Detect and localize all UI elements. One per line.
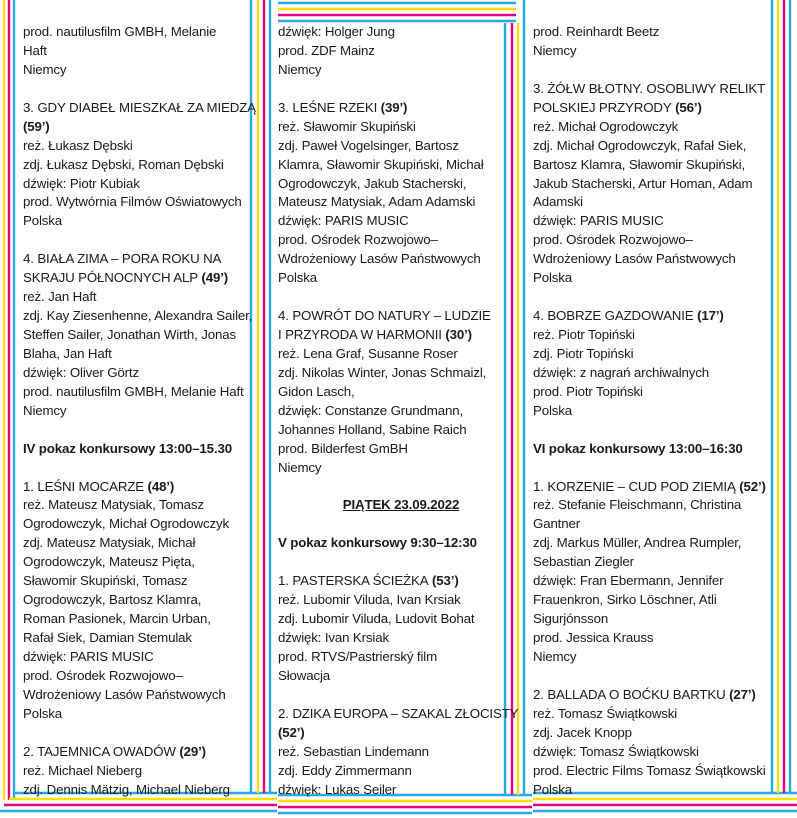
- line-text: prod. Ośrodek Rozwojowo–: [23, 667, 183, 683]
- line-text: Ogrodowczyk, Michał Ogrodowczyk: [23, 516, 229, 532]
- program-line: [278, 459, 524, 478]
- line-text: PIĄTEK 23.09.2022: [342, 497, 460, 513]
- program-line: [533, 478, 779, 497]
- duration: (48’): [144, 478, 175, 494]
- line-text: dźwięk: Holger Jung: [278, 24, 395, 39]
- program-line: [23, 137, 269, 156]
- line-text: Sebastian Ziegler: [533, 554, 634, 570]
- line-text: Bartosz Klamra, Sławomir Skupiński,: [533, 156, 745, 172]
- program-line: [533, 496, 779, 515]
- program-line: [23, 193, 269, 212]
- program-line: [533, 137, 779, 156]
- program-line: [533, 175, 779, 194]
- program-line: [278, 440, 524, 459]
- program-line: [278, 156, 524, 175]
- line-text: Haft: [23, 42, 47, 58]
- blank-line: [23, 80, 269, 99]
- line-text: dźwięk: Piotr Kubiak: [23, 175, 140, 191]
- program-line: [533, 269, 779, 288]
- line-text: zdj. Michał Ogrodowczyk, Rafał Siek,: [533, 137, 747, 153]
- line-text: reż. Łukasz Dębski: [23, 137, 133, 153]
- line-text: zdj. Lubomir Viluda, Ludovit Bohat: [278, 611, 475, 627]
- program-column-right: [533, 23, 779, 799]
- program-line: [23, 61, 269, 80]
- line-text: Wdrożeniowy Lasów Państwowych: [278, 251, 481, 267]
- line-text: I PRZYRODA W HARMONII: [278, 327, 442, 342]
- line-text: dźwięk: PARIS MUSIC: [533, 213, 664, 229]
- program-line: [278, 175, 524, 194]
- line-text: prod. Wytwórnia Filmów Oświatowych: [23, 194, 242, 210]
- program-line: [533, 572, 779, 591]
- line-text: Niemcy: [533, 42, 577, 58]
- duration: (17’): [693, 308, 724, 324]
- line-text: zdj. Kay Ziesenhenne, Alexandra Sailer,: [23, 308, 253, 324]
- program-line: [23, 478, 269, 497]
- program-line: [533, 591, 779, 610]
- program-line: [533, 118, 779, 137]
- program-line: [278, 610, 524, 629]
- program-line: [278, 231, 524, 250]
- line-text: prod. Ośrodek Rozwojowo–: [278, 232, 438, 248]
- program-line: [23, 269, 269, 288]
- line-text: Blaha, Jan Haft: [23, 345, 112, 361]
- line-text: Wdrożeniowy Lasów Państwowych: [533, 251, 736, 267]
- line-text: 3. GDY DIABEŁ MIESZKAŁ ZA MIEDZĄ: [23, 99, 256, 115]
- duration: (39’): [377, 99, 408, 115]
- program-line: [278, 781, 524, 800]
- line-text: Roman Pasionek, Marcin Urban,: [23, 611, 211, 627]
- program-line: [23, 383, 269, 402]
- program-line: [533, 156, 779, 175]
- line-text: 3. ŻÓŁW BŁOTNY. OSOBLIWY RELIKT: [533, 80, 766, 96]
- line-text: zdj. Łukasz Dębski, Roman Dębski: [23, 156, 224, 172]
- line-text: 4. BOBRZE GAZDOWANIE: [533, 308, 694, 324]
- program-line: [23, 288, 269, 307]
- line-text: prod. Bilderfest GmBH: [278, 440, 408, 456]
- line-text: Gantner: [533, 516, 580, 532]
- line-text: prod. Ośrodek Rozwojowo–: [533, 232, 693, 248]
- line-text: VI pokaz konkursowy 13:00–16:30: [533, 440, 743, 456]
- program-line: [533, 534, 779, 553]
- program-line: [23, 705, 269, 724]
- line-text: Ogrodowczyk, Bartosz Klamra,: [23, 592, 202, 608]
- line-text: dźwięk: Constanze Grundmann,: [278, 402, 464, 418]
- program-line: [23, 572, 269, 591]
- line-text: Mateusz Matysiak, Adam Adamski: [278, 194, 476, 210]
- line-text: dźwięk: PARIS MUSIC: [278, 213, 409, 229]
- line-text: dźwięk: Fran Ebermann, Jennifer: [533, 573, 724, 589]
- blank-line: [23, 724, 269, 743]
- program-line: [533, 402, 779, 421]
- program-line: [533, 705, 779, 724]
- line-text: prod. Piotr Topiński: [533, 383, 643, 399]
- line-text: Niemcy: [533, 648, 577, 664]
- line-text: dźwięk: z nagrań archiwalnych: [533, 364, 709, 380]
- program-line: [278, 705, 524, 724]
- line-text: POLSKIEJ PRZYRODY: [533, 99, 672, 115]
- line-text: SKRAJU PÓŁNOCNYCH ALP: [23, 270, 198, 286]
- program-line: [278, 743, 524, 762]
- program-line: [533, 686, 779, 705]
- program-line: [278, 250, 524, 269]
- line-text: Słowacja: [278, 667, 331, 683]
- program-line: [23, 534, 269, 553]
- line-text: Sławomir Skupiński, Tomasz: [23, 573, 188, 589]
- line-text: Niemcy: [23, 402, 67, 418]
- line-text: reż. Stefanie Fleischmann, Christina: [533, 497, 742, 513]
- line-text: reż. Sebastian Lindemann: [278, 743, 429, 759]
- program-line: [23, 307, 269, 326]
- bold-line: [23, 440, 269, 459]
- line-text: Ogrodowczyk, Jakub Stacherski,: [278, 175, 467, 191]
- program-line: [533, 99, 779, 118]
- line-text: 1. KORZENIE – CUD POD ZIEMIĄ: [533, 478, 736, 494]
- program-line: [23, 156, 269, 175]
- program-line: [278, 212, 524, 231]
- line-text: dźwięk: Lukas Seiler: [278, 781, 397, 797]
- line-text: Steffen Sailer, Jonathan Wirth, Jonas: [23, 327, 236, 342]
- program-line: [533, 648, 779, 667]
- line-text: zdj. Piotr Topiński: [533, 345, 634, 361]
- line-text: Klamra, Sławomir Skupiński, Michał: [278, 156, 484, 172]
- line-text: dźwięk: Oliver Görtz: [23, 364, 139, 380]
- line-text: prod. RTVS/Pastrierský film: [278, 648, 437, 664]
- program-line: [23, 686, 269, 705]
- program-line: [23, 212, 269, 231]
- line-text: reż. Piotr Topiński: [533, 327, 635, 342]
- program-line: [533, 212, 779, 231]
- program-line: [23, 553, 269, 572]
- program-line: [533, 250, 779, 269]
- program-line: [533, 326, 779, 345]
- blank-line: [278, 478, 524, 497]
- line-text: Gidon Lasch,: [278, 383, 355, 399]
- program-line: [533, 743, 779, 762]
- line-text: (59’): [23, 118, 50, 134]
- program-line: [533, 553, 779, 572]
- blank-line: [278, 288, 524, 307]
- blank-line: [23, 231, 269, 250]
- line-text: reż. Sławomir Skupiński: [278, 118, 416, 134]
- blank-line: [278, 80, 524, 99]
- program-line: [278, 61, 524, 80]
- line-text: Polska: [533, 402, 573, 418]
- bold-line: [278, 724, 524, 743]
- program-line: [533, 231, 779, 250]
- duration: (30’): [441, 327, 472, 342]
- program-line: [278, 42, 524, 61]
- program-line: [23, 629, 269, 648]
- line-text: reż. Lubomir Viluda, Ivan Krsiak: [278, 592, 461, 608]
- program-line: [533, 610, 779, 629]
- line-text: 1. LEŚNI MOCARZE: [23, 478, 144, 494]
- line-text: reż. Lena Graf, Susanne Roser: [278, 345, 458, 361]
- program-line: [278, 193, 524, 212]
- program-line: [278, 667, 524, 686]
- line-text: zdj. Jacek Knopp: [533, 724, 632, 740]
- line-text: reż. Jan Haft: [23, 289, 97, 305]
- duration: (27’): [725, 686, 756, 702]
- line-text: prod. Jessica Krauss: [533, 630, 654, 645]
- program-line: [278, 326, 524, 345]
- program-line: [278, 383, 524, 402]
- program-line: [278, 23, 524, 42]
- duration: (49’): [197, 270, 229, 286]
- line-text: 1. PASTERSKA ŚCIEŻKA: [278, 573, 429, 589]
- blank-line: [533, 421, 779, 440]
- line-text: reż. Michael Nieberg: [23, 762, 142, 778]
- program-line: [278, 307, 524, 326]
- blank-line: [533, 288, 779, 307]
- program-line: [23, 402, 269, 421]
- program-line: [533, 515, 779, 534]
- program-line: [533, 42, 779, 61]
- program-column-left: [23, 23, 269, 799]
- line-text: Jakub Stacherski, Artur Homan, Adam: [533, 175, 753, 191]
- program-line: [278, 118, 524, 137]
- line-text: reż. Tomasz Świątkowski: [533, 705, 678, 721]
- line-text: zdj. Dennis Mätzig, Michael Nieberg: [23, 781, 230, 797]
- blank-line: [533, 459, 779, 478]
- program-line: [23, 175, 269, 194]
- duration: (53’): [428, 573, 459, 589]
- bold-line: [23, 118, 269, 137]
- line-text: prod. Reinhardt Beetz: [533, 24, 660, 39]
- line-text: IV pokaz konkursowy 13:00–15.30: [23, 440, 232, 456]
- program-line: [278, 572, 524, 591]
- blank-line: [278, 553, 524, 572]
- line-text: Niemcy: [278, 61, 322, 77]
- line-text: zdj. Markus Müller, Andrea Rumpler,: [533, 535, 742, 551]
- program-line: [533, 383, 779, 402]
- blank-line: [533, 61, 779, 80]
- program-line: [533, 307, 779, 326]
- program-line: [533, 80, 779, 99]
- duration: (56’): [671, 99, 702, 115]
- line-text: Polska: [23, 705, 63, 721]
- program-line: [23, 250, 269, 269]
- blank-line: [278, 515, 524, 534]
- program-line: [533, 629, 779, 648]
- line-text: Adamski: [533, 194, 583, 210]
- line-text: (52’): [278, 724, 305, 740]
- program-line: [278, 421, 524, 440]
- line-text: 4. POWRÓT DO NATURY – LUDZIE: [278, 308, 491, 324]
- program-line: [23, 648, 269, 667]
- program-line: [23, 496, 269, 515]
- program-line: [23, 781, 269, 800]
- bold-line: [533, 440, 779, 459]
- program-line: [278, 364, 524, 383]
- program-line: [23, 99, 269, 118]
- duration: (29’): [175, 743, 206, 759]
- program-line: [23, 23, 269, 42]
- program-line: [23, 762, 269, 781]
- line-text: zdj. Nikolas Winter, Jonas Schmaizl,: [278, 364, 487, 380]
- line-text: prod. nautilusfilm GMBH, Melanie: [23, 24, 217, 39]
- day-heading: [278, 496, 524, 515]
- program-line: [23, 515, 269, 534]
- program-line: [23, 345, 269, 364]
- blank-line: [23, 459, 269, 478]
- line-text: prod. nautilusfilm GMBH, Melanie Haft: [23, 383, 244, 399]
- line-text: Polska: [533, 781, 573, 797]
- line-text: Ogrodowczyk, Mateusz Pięta,: [23, 554, 195, 570]
- line-text: Johannes Holland, Sabine Raich: [278, 421, 467, 437]
- line-text: V pokaz konkursowy 9:30–12:30: [278, 535, 477, 551]
- line-text: reż. Mateusz Matysiak, Tomasz: [23, 497, 204, 513]
- program-line: [533, 193, 779, 212]
- blank-line: [23, 421, 269, 440]
- program-line: [278, 648, 524, 667]
- program-line: [533, 724, 779, 743]
- program-line: [23, 743, 269, 762]
- blank-line: [278, 686, 524, 705]
- line-text: Niemcy: [23, 61, 67, 77]
- line-text: prod. Electric Films Tomasz Świątkowski: [533, 762, 766, 778]
- line-text: 2. BALLADA O BOĆKU BARTKU: [533, 686, 726, 702]
- line-text: 2. DZIKA EUROPA – SZAKAL ZŁOCISTY: [278, 705, 519, 721]
- line-text: Sigurjónsson: [533, 611, 609, 627]
- line-text: prod. ZDF Mainz: [278, 42, 375, 58]
- program-line: [278, 345, 524, 364]
- line-text: dźwięk: PARIS MUSIC: [23, 648, 154, 664]
- line-text: zdj. Paweł Vogelsinger, Bartosz: [278, 137, 459, 153]
- program-line: [278, 629, 524, 648]
- line-text: dźwięk: Tomasz Świątkowski: [533, 743, 699, 759]
- program-line: [533, 23, 779, 42]
- line-text: Polska: [23, 213, 63, 229]
- line-text: Frauenkron, Sirko Löschner, Atli: [533, 592, 717, 608]
- line-text: dźwięk: Ivan Krsiak: [278, 630, 389, 645]
- program-line: [533, 781, 779, 800]
- bold-line: [278, 534, 524, 553]
- program-line: [23, 667, 269, 686]
- program-line: [278, 591, 524, 610]
- program-line: [23, 364, 269, 383]
- line-text: Polska: [278, 270, 318, 286]
- program-column-middle: [278, 23, 524, 799]
- program-line: [533, 364, 779, 383]
- program-line: [278, 269, 524, 288]
- duration: (52’): [735, 478, 766, 494]
- line-text: Polska: [533, 270, 573, 286]
- line-text: reż. Michał Ogrodowczyk: [533, 118, 679, 134]
- line-text: zdj. Eddy Zimmermann: [278, 762, 412, 778]
- program-line: [23, 591, 269, 610]
- program-line: [278, 402, 524, 421]
- program-line: [278, 137, 524, 156]
- program-line: [278, 99, 524, 118]
- line-text: 2. TAJEMNICA OWADÓW: [23, 743, 176, 759]
- program-line: [533, 762, 779, 781]
- line-text: Wdrożeniowy Lasów Państwowych: [23, 686, 226, 702]
- line-text: 3. LEŚNE RZEKI: [278, 99, 378, 115]
- line-text: 4. BIAŁA ZIMA – PORA ROKU NA: [23, 251, 222, 267]
- line-text: Rafał Siek, Damian Stemulak: [23, 630, 192, 645]
- program-line: [23, 42, 269, 61]
- program-line: [278, 762, 524, 781]
- line-text: Niemcy: [278, 459, 322, 475]
- program-line: [533, 345, 779, 364]
- line-text: zdj. Mateusz Matysiak, Michał: [23, 535, 196, 551]
- program-line: [23, 326, 269, 345]
- program-line: [23, 610, 269, 629]
- blank-line: [533, 667, 779, 686]
